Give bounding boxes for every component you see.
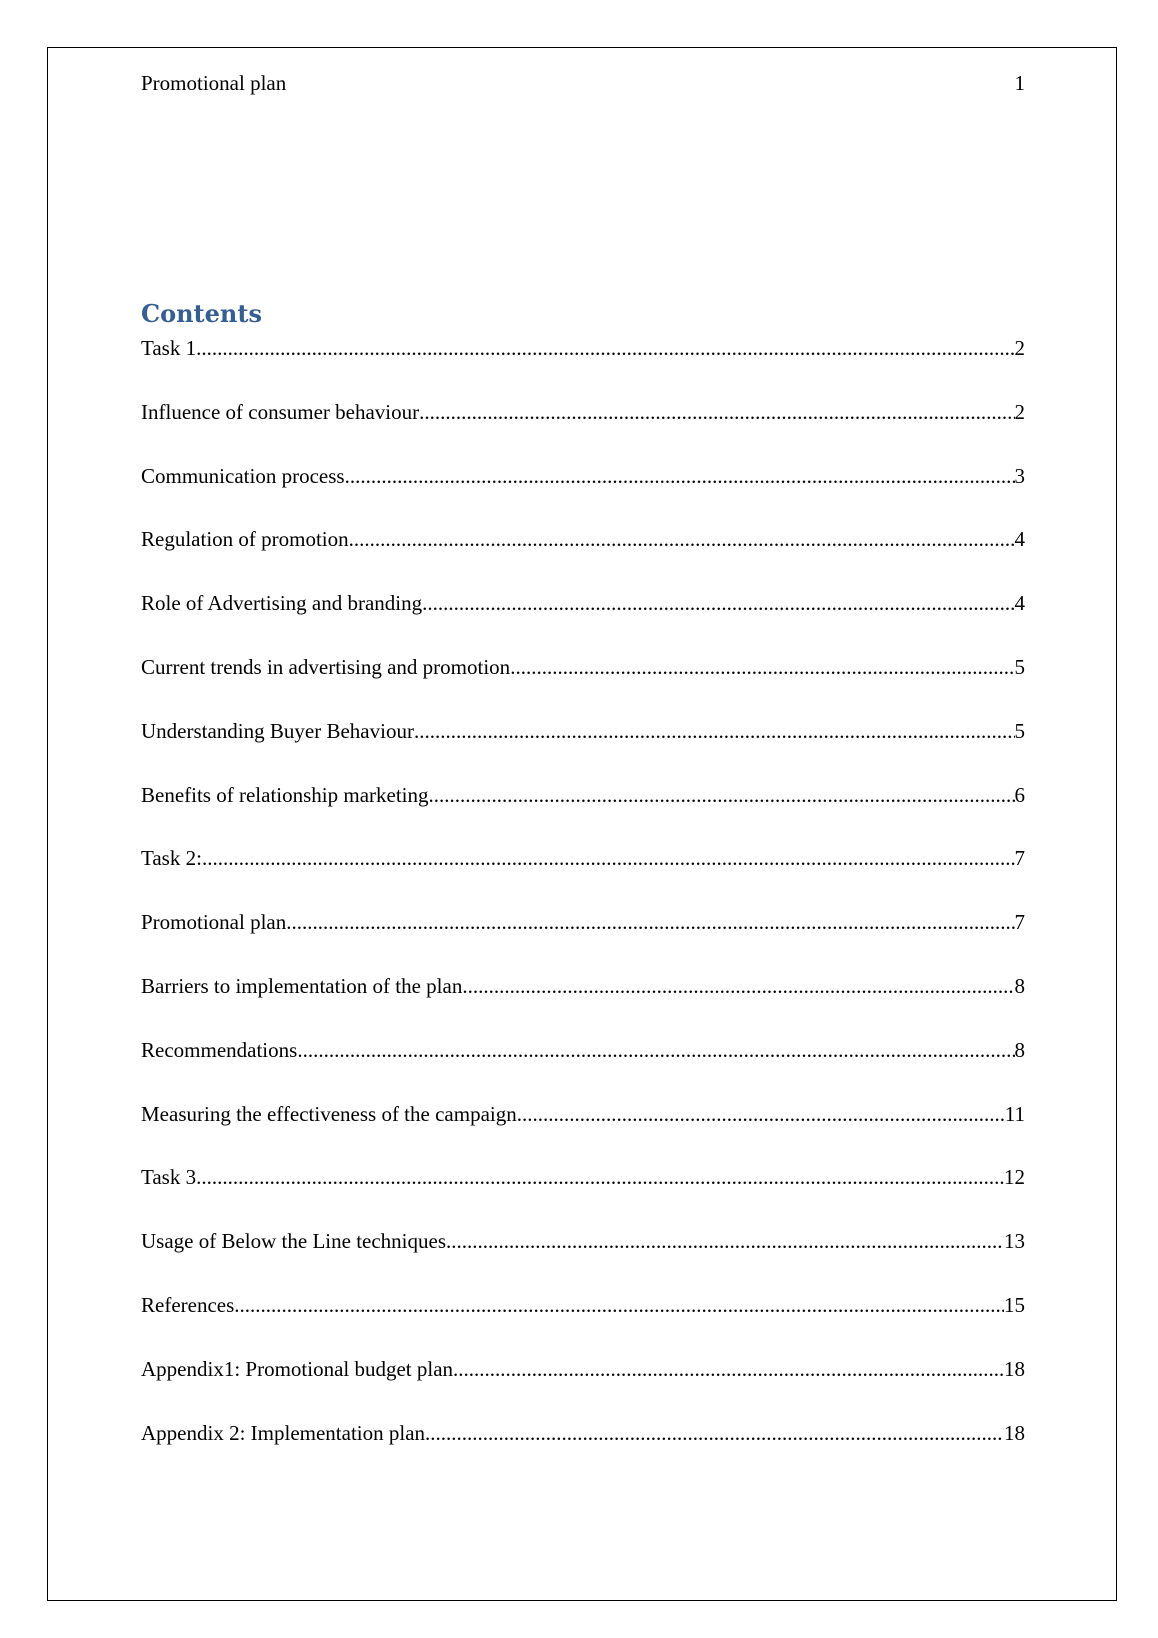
toc-entry-label: Usage of Below the Line techniques bbox=[141, 1229, 446, 1254]
toc-entry-page: 2 bbox=[1014, 399, 1025, 424]
toc-entry[interactable] bbox=[141, 971, 1025, 1035]
toc-entry-page: 2 bbox=[1014, 336, 1025, 360]
header-title: Promotional plan bbox=[141, 71, 287, 95]
toc-entry[interactable] bbox=[141, 843, 1025, 907]
toc-entry-label: Communication process bbox=[141, 463, 345, 488]
toc-entry-label: Task 1 bbox=[141, 336, 197, 360]
table-of-contents bbox=[141, 333, 1025, 1481]
toc-entry-label: Benefits of relationship marketing bbox=[141, 782, 429, 807]
toc-entry-page: 8 bbox=[1014, 1037, 1025, 1062]
toc-entry[interactable] bbox=[141, 1099, 1025, 1163]
toc-entry[interactable] bbox=[141, 652, 1025, 716]
header-page-number: 1 bbox=[1014, 71, 1025, 95]
toc-dot-leader bbox=[517, 1099, 1005, 1129]
toc-entry-label: Task 3 bbox=[141, 1165, 197, 1190]
toc-entry-page: 5 bbox=[1014, 654, 1025, 679]
toc-entry-label: Role of Advertising and branding bbox=[141, 591, 423, 616]
page-header bbox=[141, 68, 1025, 98]
toc-dot-leader bbox=[345, 461, 1015, 491]
toc-dot-leader bbox=[422, 588, 1014, 618]
toc-entry[interactable] bbox=[141, 716, 1025, 780]
toc-dot-leader bbox=[286, 907, 1014, 937]
toc-entry-label: Promotional plan bbox=[141, 910, 287, 935]
toc-entry-label: References bbox=[141, 1292, 235, 1317]
toc-entry[interactable] bbox=[141, 461, 1025, 525]
toc-entry-page: 11 bbox=[1004, 1101, 1025, 1126]
toc-dot-leader bbox=[453, 1354, 1004, 1384]
toc-entry-label: Barriers to implementation of the plan bbox=[141, 973, 463, 998]
toc-entry[interactable] bbox=[141, 907, 1025, 971]
toc-entry-label: Influence of consumer behaviour bbox=[141, 399, 420, 424]
toc-entry[interactable] bbox=[141, 1162, 1025, 1226]
toc-entry-label: Measuring the effectiveness of the campaign bbox=[141, 1101, 517, 1126]
toc-dot-leader bbox=[462, 971, 1014, 1001]
toc-entry-label: Task 2: bbox=[141, 846, 202, 871]
toc-dot-leader bbox=[202, 843, 1015, 873]
toc-entry-page: 12 bbox=[1004, 1165, 1025, 1190]
toc-entry-page: 7 bbox=[1014, 846, 1025, 871]
toc-entry-label: Regulation of promotion bbox=[141, 527, 349, 552]
toc-dot-leader bbox=[297, 1035, 1014, 1065]
toc-entry-label: Appendix 2: Implementation plan bbox=[141, 1420, 426, 1445]
toc-dot-leader bbox=[510, 652, 1014, 682]
toc-entry[interactable] bbox=[141, 397, 1025, 461]
toc-entry[interactable] bbox=[141, 1035, 1025, 1099]
toc-entry-page: 6 bbox=[1014, 782, 1025, 807]
toc-entry-page: 7 bbox=[1014, 910, 1025, 935]
toc-entry-label: Recommendations bbox=[141, 1037, 298, 1062]
toc-dot-leader bbox=[414, 716, 1015, 746]
toc-entry[interactable] bbox=[141, 333, 1025, 397]
toc-dot-leader bbox=[446, 1226, 1004, 1256]
toc-entry-label: Current trends in advertising and promotion bbox=[141, 654, 511, 679]
toc-entry-page: 4 bbox=[1014, 527, 1025, 552]
contents-heading: Contents bbox=[141, 299, 262, 328]
toc-dot-leader bbox=[349, 524, 1015, 554]
toc-dot-leader bbox=[234, 1290, 1004, 1320]
toc-entry[interactable] bbox=[141, 524, 1025, 588]
toc-dot-leader bbox=[425, 1418, 1004, 1448]
toc-dot-leader bbox=[419, 397, 1014, 427]
toc-entry-page: 13 bbox=[1004, 1229, 1025, 1254]
toc-entry[interactable] bbox=[141, 1418, 1025, 1482]
toc-entry-label: Understanding Buyer Behaviour bbox=[141, 718, 414, 743]
toc-entry[interactable] bbox=[141, 1354, 1025, 1418]
toc-entry[interactable] bbox=[141, 780, 1025, 844]
toc-dot-leader bbox=[429, 780, 1015, 810]
toc-entry-page: 3 bbox=[1014, 463, 1025, 488]
toc-entry-page: 8 bbox=[1014, 973, 1025, 998]
toc-entry[interactable] bbox=[141, 1226, 1025, 1290]
toc-entry-page: 5 bbox=[1014, 718, 1025, 743]
toc-entry-page: 18 bbox=[1004, 1356, 1025, 1381]
toc-entry-page: 4 bbox=[1014, 591, 1025, 616]
toc-entry[interactable] bbox=[141, 1290, 1025, 1354]
toc-dot-leader bbox=[196, 333, 1014, 363]
toc-entry[interactable] bbox=[141, 588, 1025, 652]
toc-dot-leader bbox=[196, 1162, 1004, 1192]
toc-entry-page: 18 bbox=[1004, 1420, 1025, 1445]
toc-entry-page: 15 bbox=[1004, 1292, 1025, 1317]
toc-entry-label: Appendix1: Promotional budget plan bbox=[141, 1356, 454, 1381]
